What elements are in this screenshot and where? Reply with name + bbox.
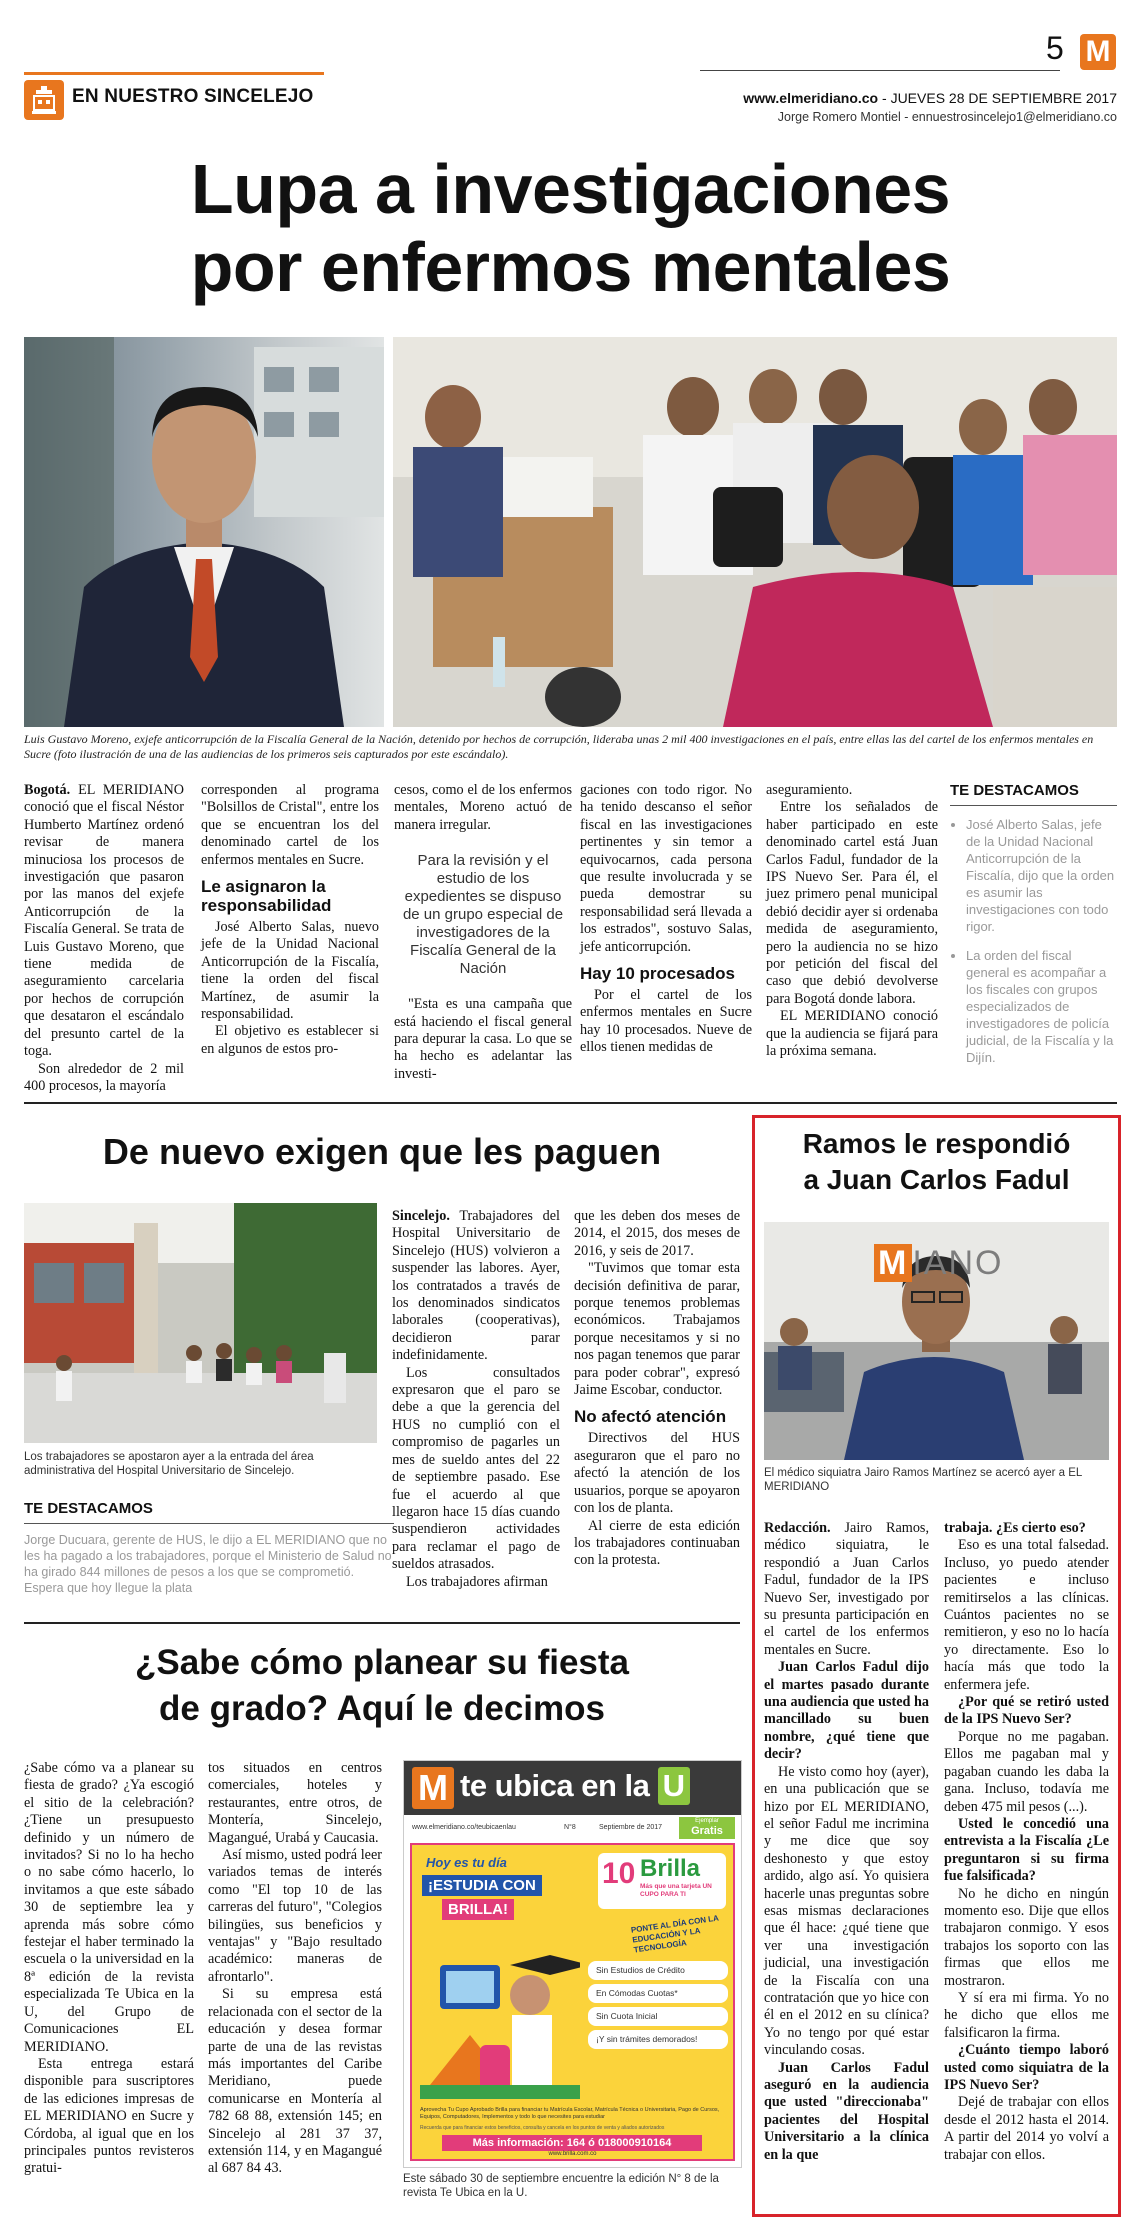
article2-col1 <box>392 1208 560 1591</box>
magazine-meta <box>404 1815 741 1841</box>
header-site: www.elmeridiano.co <box>743 90 879 106</box>
article4-question: ¿Cuánto tiempo laboró usted como siquiatra de la IPS Nuevo Ser? <box>944 2042 1109 2093</box>
article2-col2 <box>574 1208 740 1570</box>
article1-col2-p1: corresponden al programa "Bolsillos de Cristal", entre los que se encuentran los del denominado cartel de los enfermos mentales en Sucre. <box>201 782 379 868</box>
article1-destacamos <box>950 782 1117 1078</box>
brilla-tag: Más que una tarjeta UN CUPO PARA TI <box>640 1883 712 1898</box>
photo-hospital-workers <box>24 1203 377 1443</box>
magazine-ad <box>410 1843 735 2161</box>
ad-graphic <box>420 1935 580 2105</box>
photo-sign <box>874 1244 1003 1283</box>
article1-col2 <box>201 782 379 1058</box>
article4-caption: El médico siquiatra Jairo Ramos Martínez se acercó ayer a EL MERIDIANO <box>764 1467 1082 1493</box>
destacamos-list <box>950 816 1117 1066</box>
photo-sign-text: IANO <box>912 1244 1004 1282</box>
article1-dateline: Bogotá. <box>24 782 71 798</box>
article1-subhead-asignaron: Le asignaron la responsabilidad <box>201 877 332 916</box>
ad-estudia: ¡ESTUDIA CON <box>422 1875 542 1896</box>
page-number: 5 <box>1046 30 1064 66</box>
article2-col1-p1: Trabajadores del Hospital Universitario de Sincelejo (HUS) volvieron a suspender las labores. Ayer, los contratados a través de los denominados sindicatos laborales (cooperativas), decidieron parar indefinidamente. <box>392 1208 560 1364</box>
magazine-title-text: te ubica en la <box>460 1768 650 1803</box>
article1-bottom-rule <box>24 1102 1117 1104</box>
article2-col1-p3: Los trabajadores afirman <box>406 1573 548 1590</box>
article1-col2-p2: José Alberto Salas, nuevo jefe de la Unidad Nacional Anticorrupción de la Fiscalía, tiene la orden del fiscal Martínez, de asumir la responsabilidad. <box>201 919 379 1023</box>
ad-fine-print-1: Aprovecha Tu Cupo Aprobado Brilla para financiar tu Matrícula Escolar, Matrícula Técnica o Universitaria, Pago de Cursos, Equipos, Computadores, Implementos y todo lo que necesites para estudiar <box>420 2107 720 2120</box>
article1-caption: Luis Gustavo Moreno, exjefe anticorrupción de la Fiscalía General de la Nación, detenido por hechos de corrupción, lideraba unas 2 mil 400 investigaciones en el país, entre ellas las del cartel de los enfermos mentales en Sucre (foto ilustración de una de las audiencias de los primeros seis capturados por este escándalo). <box>24 732 1094 761</box>
article3-col1-p1: ¿Sabe cómo va a planear su fiesta de grado? ¿Ya escogió el sitio de la celebración? ¿Tiene un presupuesto definido y un número de invitados? Si no lo ha hecho o no sabe cómo hacerlo, lo invitamos a que este sábado 30 de septiembre lea y aprenda más sobre cómo festejar el haber terminado la escuela o la universidad en la 8ª edición de la revista especializada Te Ubica en la U, del Grupo de Comunicaciones EL MERIDIANO. <box>24 1760 194 2055</box>
article2-col2-p2: "Tuvimos que tomar esta decisión definitiva de parar, porque tenemos problemas económicos. Trabajamos porque necesitamos y si no nos pagan tenemos que parar para poder cobrar", expresó Jaime Escobar, conductor. <box>574 1260 740 1399</box>
brilla-logo <box>598 1853 726 1909</box>
article3-col2-p1: tos situados en centros comerciales, hoteles y restaurantes, entre otros, de Montería, Sincelejo, Magangué, Urabá y Caucasia. <box>208 1760 382 1846</box>
magazine-title-u: U <box>658 1767 690 1805</box>
article4-headline-line2: a Juan Carlos Fadul <box>803 1164 1070 1195</box>
article4-question: Juan Carlos Fadul aseguró en la audiencia que usted "direccionaba" pacientes del Hospital Universitario a la clínica en la que <box>764 2059 929 2163</box>
magazine-gratis-badge <box>679 1817 735 1839</box>
article4-col2-p5: Dejé de trabajar con ellos desde el 2012 hasta el 2014. A partir del 2014 yo volví a trabajar con ellos. <box>944 2094 1109 2163</box>
article1-col5-p2: Entre los señalados de haber participado en este denominado cartel está Juan Carlos Fadul, fundador de la IPS Nuevo Ser. Para él, el juez primero penal municipal debió decidir ayer si ordenaba medida de aseguramiento, pero la audiencia no se hizo por petición del fiscal del caso que debió devolverse para Bogotá donde labora. <box>766 799 938 1007</box>
article4-question: Usted le concedió una entrevista a la Fiscalía ¿Le preguntaron si su firma fue falsificada? <box>944 1815 1109 1885</box>
article2-headline: De nuevo exigen que les paguen <box>102 1131 662 1172</box>
article4-col2 <box>944 1520 1109 2164</box>
article1-headline <box>0 150 1141 306</box>
article3-col1 <box>24 1760 194 2178</box>
article1-subhead-procesados: Hay 10 procesados <box>580 964 735 984</box>
article1-col4 <box>580 782 752 1057</box>
header-date: - JUEVES 28 DE SEPTIEMBRE 2017 <box>878 90 1117 106</box>
article1-col3-p1: cesos, como el de los enfermos mentales, Moreno actuó de manera irregular. <box>394 782 572 833</box>
article1-col5-p1: aseguramiento. <box>766 782 853 798</box>
article3-col2-p3: Si su empresa está relacionada con el sector de la educación y desea formar parte de una de las revistas más importantes del Caribe Meridiano, puede comunicarse en Montería al 782 68 88, extensión 145; en Sincelejo al 281 37 37, extensión 114, y en Magangué al 687 84 43. <box>208 1986 382 2177</box>
destacamos-rule <box>950 805 1117 806</box>
destacamos-rule <box>24 1523 394 1524</box>
article2-destacamos <box>24 1500 394 1596</box>
magazine-logo: M <box>412 1767 454 1809</box>
header-byline: Jorge Romero Montiel - ennuestrosincelejo1@elmeridiano.co <box>777 110 1117 124</box>
article4-col1-p2: He visto como hoy (ayer), en una publicación que se hizo por EL MERIDIANO, el señor Fadul me incrimina y me dice que soy deshonesto y que estoy ardido, algo así. Yo quisiera hacerle unas preguntas sobre esas mismas declaraciones que él hace: ¿qué tiene que ver una investigación judicial, una investigación de la Fiscalía con una contratación que yo hice con él en el 2012 en su clínica? Yo no tengo por qué estar vinculando cosas. <box>764 1763 929 2059</box>
magazine-meta-num: N°8 <box>564 1824 576 1831</box>
destacamos-title: TE DESTACAMOS <box>950 782 1079 799</box>
ad-benefit: Sin Cuota Inicial <box>588 2007 728 2026</box>
article4-headline-line1: Ramos le respondió <box>802 1128 1071 1159</box>
ad-benefit: ¡Y sin trámites demorados! <box>588 2030 728 2049</box>
page-header <box>0 0 1141 145</box>
article1-col4-p2: Por el cartel de los enfermos mentales en Sucre hay 10 procesados. Nueve de ellos tienen medidas de <box>580 987 752 1056</box>
article2-col2-p3: Directivos del HUS aseguraron que el paro no afectó la atención de los usuarios, porque se apoyaron con los de planta. <box>574 1430 740 1517</box>
article3-caption: Este sábado 30 de septiembre encuentre la edición N° 8 de la revista Te Ubica en la U. <box>403 2173 719 2199</box>
photo-sign-logo: M <box>874 1244 912 1282</box>
ad-brilla-q: BRILLA! <box>442 1899 514 1920</box>
section-label: EN NUESTRO SINCELEJO <box>72 86 314 107</box>
ad-site-footer: www.brilla.com.co <box>548 2151 597 2157</box>
article4-question: ¿Por qué se retiró usted de la IPS Nuevo Ser? <box>944 1694 1109 1728</box>
header-logo: M <box>1080 34 1116 70</box>
magazine-gratis: Gratis <box>691 1825 723 1837</box>
article2-subhead-atencion: No afectó atención <box>574 1407 727 1427</box>
ad-info-phone: 164 ó 018000910164 <box>566 2137 672 2149</box>
ad-benefit: Sin Estudios de Crédito <box>588 1961 728 1980</box>
article4-col2-p3: No he dicho en ningún momento eso. Dije que ellos trabajaron conmigo. Y esos trabajos los soporto con las firmas que ellos me mostraron. <box>944 1885 1109 1989</box>
article4-dateline: Redacción. <box>764 1520 831 1536</box>
article1-headline-line1: Lupa a investigaciones <box>190 150 951 228</box>
article3-headline <box>24 1640 740 1732</box>
article1-col4-p1: gaciones con todo rigor. No ha tenido descanso el señor fiscal en las investigaciones pertinentes y sin temor a equivocarnos, cada persona que resulte involucrada y se pueda demostrar su responsabilidad será llevada a los estrados", sostuvo Salas, jefe anticorrupción. <box>580 782 752 955</box>
article4-col2-p2: Porque no me pagaban. Ellos me pagaban mal y pagaban cuando les daba la gana. Incluso, todavía me deben 475 mil pesos (...). <box>944 1728 1109 1815</box>
photo-portrait-moreno <box>24 337 384 727</box>
brilla-years: 10 <box>602 1857 636 1890</box>
magazine-masthead <box>404 1761 741 1815</box>
brilla-name: Brilla <box>640 1855 701 1882</box>
magazine-meta-site: www.elmeridiano.co/teubicaenlau <box>412 1824 516 1831</box>
destacamos-text: Jorge Ducuara, gerente de HUS, le dijo a EL MERIDIANO que no les ha pagado a los trabajadores, porque el Ministerio de Salud no ha girado 844 millones de pesos a los que se comprometió. Espera que hoy llegue la plata <box>24 1533 392 1595</box>
article4-headline <box>760 1126 1113 1198</box>
article3-col2-p2: Así mismo, usted podrá leer variados temas de interés como "El top 10 de las carreras del futuro", "Colegios bilingües, sus beneficios y ventajas" y "Bajo resultado académico: maneras de afrontarlo". <box>208 1847 382 1985</box>
article4-col1 <box>764 1520 929 2164</box>
article1-col3-p2: "Esta es una campaña que está haciendo el fiscal general para depurar la casa. Lo que se ha hecho es adelantar las investi- <box>394 996 572 1082</box>
article1-col3 <box>394 782 572 1083</box>
article3-headline-line2: de grado? Aquí le decimos <box>159 1689 605 1728</box>
ad-ponte: PONTE AL DÍA CON LA EDUCACIÓN Y LA TECNOLOGÍA <box>630 1913 720 1955</box>
article1-col1-p2: Son alrededor de 2 mil 400 procesos, la mayoría <box>24 1060 184 1094</box>
article4-col2-p1: Eso es una total falsedad. Incluso, yo puedo atender pacientes e incluso remitirselos a las clínicas. Cuántos pacientes no se remitieron, y eso no lo hacía yo directamente. Eso lo hacía más que todo la enfermera jefe. <box>944 1537 1109 1693</box>
photo-hearing <box>393 337 1117 727</box>
destacamos-item: • La orden del fiscal general es acompañar a los fiscales con grupos especializados de investigadores de policía judicial, de la Fiscalía y la Dijín. <box>966 947 1117 1066</box>
article1-col1 <box>24 782 184 1095</box>
article1-col5 <box>766 782 938 1061</box>
article2-bottom-rule <box>24 1622 740 1624</box>
article3-headline-line1: ¿Sabe cómo planear su fiesta <box>134 1643 630 1682</box>
magazine-cover <box>403 1760 742 2168</box>
ad-fine-print-2: Recuerda que para financiar estos beneficios, consulta y cancela en los puntos de venta y aliados autorizados <box>420 2125 665 2131</box>
article2-col1-p2: Los consultados expresaron que el paro se debe a que la gerencia del HUS no cumplió con el compromiso de pagarles un mes de sueldo antes del 22 de septiembre pasado. Ese fue el acuerdo al que llegaron hace 15 días cuando suspendieron actividades para reclamar el pago de sueldos atrasados. <box>392 1364 560 1573</box>
article2-caption: Los trabajadores se apostaron ayer a la entrada del área administrativa del Hospital Universitario de Sincelejo. <box>24 1451 314 1477</box>
destacamos-title: TE DESTACAMOS <box>24 1500 153 1517</box>
article4-question: Juan Carlos Fadul dijo el martes pasado durante una audiencia que usted ha mancillado su buen nombre, ¿qué tiene que decir? <box>764 1659 929 1763</box>
ad-info-label: Más información: <box>472 2137 564 2149</box>
ad-hoy: Hoy es tu día <box>426 1855 507 1870</box>
ad-benefit: En Cómodas Cuotas* <box>588 1984 728 2003</box>
article2-col2-p4: Al cierre de esta edición los trabajadores continuaban con la protesta. <box>574 1517 740 1569</box>
header-top-rule <box>700 70 1060 71</box>
article2-col2-p1: que les deben dos meses de 2014, el 2015, dos meses de 2016, y seis de 2017. <box>574 1208 740 1259</box>
article4-col2-p4: Y sí era mi firma. Yo no he dicho que ellos me falsificaron la firma. <box>944 1989 1109 2041</box>
header-site-date <box>743 90 1117 106</box>
article1-col5-p3: EL MERIDIANO conoció que la audiencia se fijará para la próxima semana. <box>766 1008 938 1060</box>
ad-benefits <box>588 1961 728 2053</box>
article1-pullquote: Para la revisión y el estudio de los expedientes se dispuso de un grupo especial de investigadores de la Fiscalía General de la Nación <box>402 852 564 978</box>
article2-dateline: Sincelejo. <box>392 1208 450 1224</box>
article3-col1-p2: Esta entrega estará disponible para suscriptores de las ediciones impresas de EL MERIDIANO en Sucre y Córdoba, al igual que en los principales puntos revisteros gratui- <box>24 2055 194 2177</box>
article1-col1-p1: EL MERIDIANO conoció que el fiscal Néstor Humberto Martínez ordenó revisar de manera minuciosa los procesos de investigación que pasaron por las manos del exjefe Anticorrupción de la Fiscalía General. Se trata de Luis Gustavo Moreno, que tiene medida de aseguramiento carcelaria por hechos de corrupción que desataron el escándalo del presunto cartel de la toga. <box>24 782 184 1060</box>
article1-headline-line2: por enfermos mentales <box>190 228 951 306</box>
article3-col2 <box>208 1760 382 2178</box>
ad-info <box>442 2135 702 2151</box>
magazine-title <box>460 1767 690 1805</box>
article4-question: trabaja. ¿Es cierto eso? <box>944 1520 1086 1536</box>
magazine-meta-date: Septiembre de 2017 <box>599 1824 663 1831</box>
article4-col1-p1: Jairo Ramos, médico siquiatra, le respondió a Juan Carlos Fadul, fundador de la IPS Nuevo Ser, investigado por su presunta participación en el cartel de los enfermos mentales en Sucre. <box>764 1520 929 1658</box>
destacamos-item: • José Alberto Salas, jefe de la Unidad Nacional Anticorrupción de la Fiscalía, dijo que la orden es asumir las investigaciones con todo rigor. <box>966 816 1117 935</box>
header-accent-rule <box>24 72 324 75</box>
photo-jairo-ramos <box>764 1222 1109 1460</box>
article1-col2-p3: El objetivo es establecer si en algunos de estos pro- <box>201 1023 379 1057</box>
section-icon <box>24 80 64 120</box>
magazine-gratis-small: Ejemplar <box>695 1818 719 1824</box>
